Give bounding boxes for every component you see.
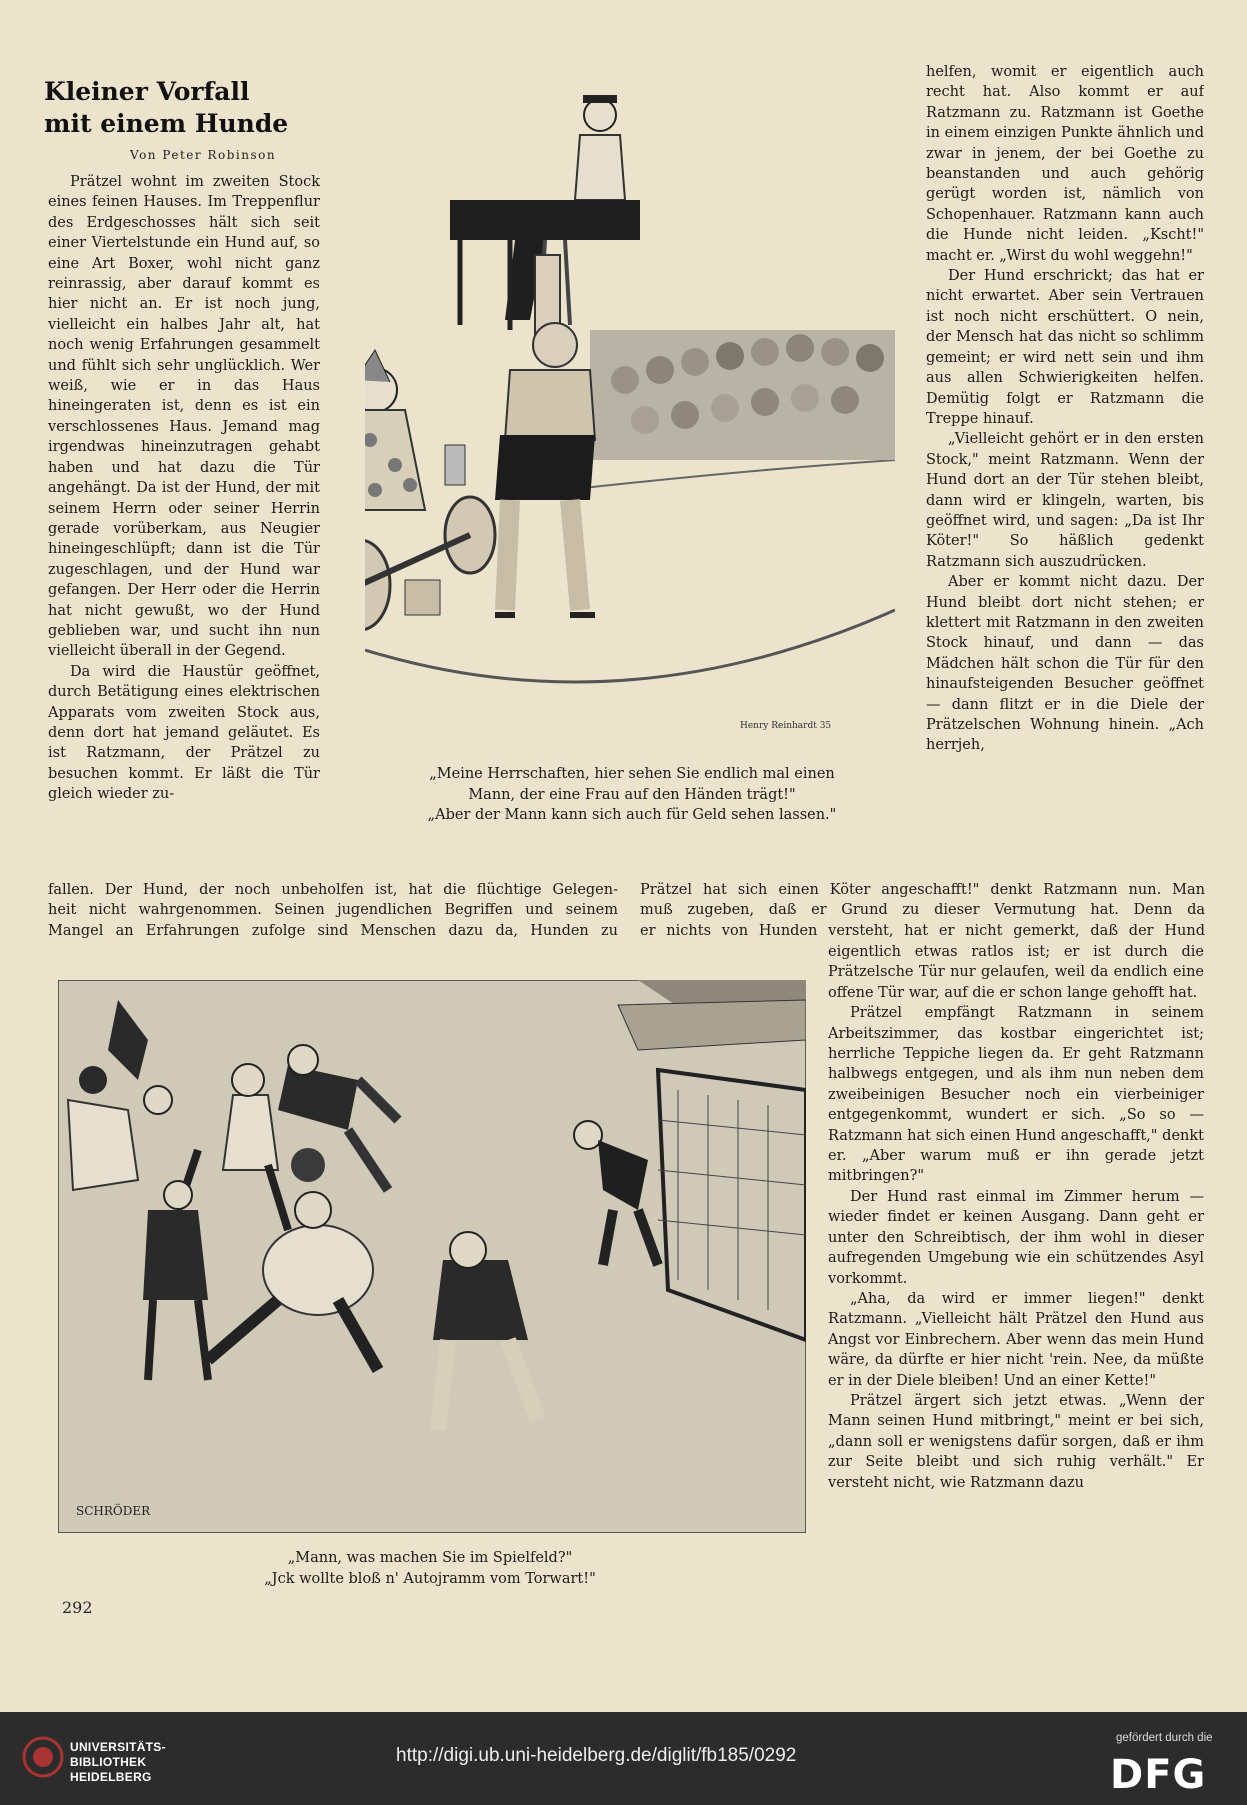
paragraph: Aber er kommt nicht dazu. Der Hund bleibt dort nicht stehen; er klettert mit Ratzmann in den zweiten Stock hinauf, und dann — das Mädchen hält schon die Tür für den hinaufsteigenden Besucher geöffnet — dann flitzt er in die Diele der Prätzelschen Wohnung hinein. „Ach herrjeh, xyxy=(926,574,1204,754)
title-line-2: mit einem Hunde xyxy=(44,109,289,138)
paragraph: Der Hund rast einmal im Zimmer herum — wieder findet er keinen Ausgang. Dann geht er unter den Schreibtisch, der ihm wohl in dieser aufregenden Umgebung wie ein schützendes Asyl vorkommt. xyxy=(828,1188,1204,1287)
paragraph: Prätzel empfängt Ratzmann in seinem Arbeitszimmer, das kostbar eingerichtet ist; herrliche Teppiche liegen da. Er geht Ratzmann halbwegs entgegen, und als ihm nun neben dem zweibeinigen Besucher noch ein vierbeiniger entgegenkommt, wundert er sich. „So so — Ratzmann hat sich einen Hund angeschafft," denkt er. „Aber warum muß er ihn gerade jetzt mitbringen?" xyxy=(828,1005,1204,1185)
caption-line: Mann, der eine Frau auf den Händen trägt!" xyxy=(468,786,796,803)
caption-top xyxy=(372,764,892,826)
paragraph: helfen, womit er eigentlich auch recht hat. Also kommt er auf Ratzmann zu. Ratzmann ist Goethe in einem einzigen Punkte ähnlich und zwar in jenem, der bei Goethe zu beanstanden und auch gehörig gerügt worden ist, nämlich von Schopenhauer. Ratzmann kann auch die Hunde nicht leiden. „Kscht!" macht er. „Wirst du wohl weggehn!" xyxy=(926,64,1204,264)
logo-line: BIBLIOTHEK xyxy=(70,1755,147,1769)
paragraph: „Vielleicht gehört er in den ersten Stock," meint Ratzmann. Wenn der Hund dort an der Tür stehen bleibt, dann wird er klingeln, warten, bis geöffnet wird, und sagen: „Da ist Ihr Köter!" So häßlich gedenkt Ratzmann sich auszudrücken. xyxy=(926,431,1204,570)
sponsor-text: gefördert durch die xyxy=(1116,1732,1213,1744)
paragraph: „Aha, da wird er immer liegen!" denkt Ratzmann. „Vielleicht hält Prätzel den Hund aus Angst vor Einbrechern. Aber wenn das mein Hund wäre, da dürfte er hier nicht 'rein. Nee, da müßte er in der Diele bleiben! Und an einer Kette!" xyxy=(828,1290,1204,1389)
paragraph: Da wird die Haustür geöffnet, durch Betätigung eines elektrischen Apparats vom zweiten Stock aus, denn dort hat jemand geläutet. Es ist Ratzmann, der Prätzel zu besuchen kommt. Er läßt die Tür gleich wieder zu- xyxy=(48,663,320,803)
text-line: muß zugeben, daß er Grund zu dieser Vermutung hat. Denn da xyxy=(640,902,1205,919)
caption-bottom xyxy=(210,1548,650,1589)
wide-lines xyxy=(48,880,618,941)
logo-line: UNIVERSITÄTS- xyxy=(70,1740,166,1754)
caption-line: „Meine Herrschaften, hier sehen Sie endlich mal einen xyxy=(429,766,835,782)
library-logo-text[interactable] xyxy=(70,1740,166,1785)
circus-illustration xyxy=(365,90,895,750)
illustrator-signature: Henry Reinhardt 35 xyxy=(740,721,832,731)
viewer-footer xyxy=(0,1712,1247,1805)
right-column-top xyxy=(926,62,1204,872)
page-number: 292 xyxy=(62,1598,93,1617)
mid-lines xyxy=(640,880,1205,941)
text-line: fallen. Der Hund, der noch unbeholfen ist, hat die flüchtige Gelegen- xyxy=(48,882,618,898)
football-illustration xyxy=(58,980,806,1533)
audience xyxy=(590,330,895,460)
text-line: er nichts von Hunden versteht, hat er nicht gemerkt, daß der Hund xyxy=(640,922,1205,939)
right-column-bottom xyxy=(828,942,1204,1590)
text-line: Mangel an Erfahrungen zufolge sind Menschen dazu da, Hunden zu xyxy=(48,922,618,939)
left-column xyxy=(48,172,320,880)
barbell xyxy=(365,497,495,630)
paragraph: Der Hund erschrickt; das hat er nicht erwartet. Aber sein Vertrauen ist noch nicht erschüttert. O nein, der Mensch hat das nicht so schlimm gemeint; er wird nett sein und ihm aus allen Schwierigkeiten helfen. Demütig folgt er Ratzmann die Treppe hinauf. xyxy=(926,268,1204,427)
clown xyxy=(365,350,465,510)
illustrator-signature: SCHRÖDER xyxy=(76,1504,151,1518)
article-title xyxy=(44,76,324,140)
logo-line: HEIDELBERG xyxy=(70,1770,152,1784)
text-line: heit nicht wahrgenommen. Seinen jugendlichen Begriffen und seinem xyxy=(48,902,618,919)
text-line: Prätzel hat sich einen Köter angeschafft!" denkt Ratzmann nun. Man xyxy=(640,882,1205,898)
university-seal-icon xyxy=(22,1736,64,1778)
permalink-url[interactable]: http://digi.ub.uni-heidelberg.de/diglit/fb185/0292 xyxy=(396,1745,797,1766)
caption-line: „Aber der Mann kann sich auch für Geld sehen lassen." xyxy=(427,807,837,823)
byline: Von Peter Robinson xyxy=(130,148,277,162)
caption-line: „Mann, was machen Sie im Spielfeld?" xyxy=(287,1550,573,1566)
title-line-1: Kleiner Vorfall xyxy=(44,77,250,106)
dfg-logo[interactable]: DFG xyxy=(1110,1752,1207,1798)
paragraph: Prätzel ärgert sich jetzt etwas. „Wenn der Mann seinen Hund mitbringt," meint er bei sich, „dann soll er wenigstens dafür sorgen, daß er ihm zur Seite bleibt und sich ruhig verhält." Er versteht nicht, wie Ratzmann dazu xyxy=(828,1392,1204,1491)
paragraph: Prätzel wohnt im zweiten Stock eines feinen Hauses. Im Treppenflur des Erdgeschosses hält sich seit einer Viertelstunde ein Hund auf, so eine Art Boxer, wohl nicht ganz reinrassig, aber darauf kommt es hier nicht an. Er ist noch jung, vielleicht ein halbes Jahr alt, hat noch wenig Erfahrungen gesammelt und fühlt sich sehr unglücklich. Wer weiß, wie er in das Haus hineingeraten ist, denn es ist ein verschlossenes Haus. Jemand mag irgendwas hineinzutragen gehabt haben und hat dazu die Tür angehängt. Da ist der Hund, der mit seinem Herrn oder seiner Herrin gerade vorüberkam, aus Neugier hineingeschlüpft; dann ist die Tür zugeschlagen, und der Hund war gefangen. Der Herr oder die Herrin hat nicht gewußt, wo der Hund geblieben war, und sucht ihn nun vielleicht überall in der Gegend. xyxy=(48,174,320,660)
paragraph: eigentlich etwas ratlos ist; er ist durch die Prätzelsche Tür nur gelaufen, weil da endlich eine offene Tür war, auf die er schon lange gehofft hat. xyxy=(828,944,1204,1001)
caption-line: „Jck wollte bloß n' Autojramm vom Torwart!" xyxy=(264,1570,596,1587)
